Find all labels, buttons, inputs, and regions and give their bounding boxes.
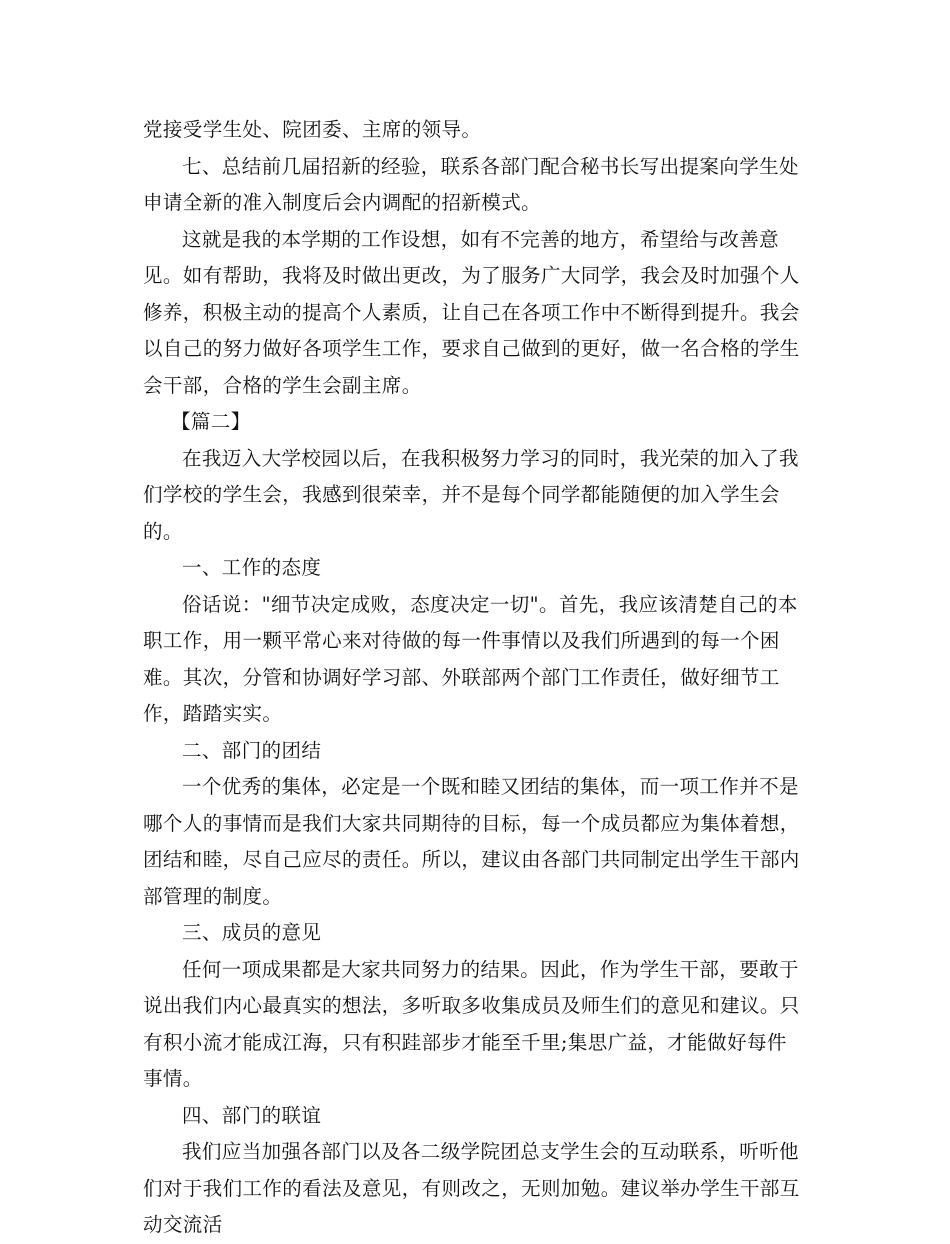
- section-heading-part-two: 【篇二】: [171, 410, 251, 433]
- paragraph-member-opinions: 任何一项成果都是大家共同努力的结果。因此，作为学生干部，要敢于说出我们内心最真实的想法，多听取多收集成员及师生们的意见和建议。只有积小流才能成江海，只有积跬部步才能至千里;集思广益，才能做好每件事情。: [143, 957, 800, 1090]
- subheading-work-attitude: 一、工作的态度: [182, 556, 322, 579]
- paragraph-work-attitude: 俗话说："细节决定成败，态度决定一切"。首先，我应该清楚自己的本职工作，用一颗平常心来对待做的每一件事情以及我们所遇到的每一个困难。其次，分管和协调好学习部、外联部两个部门工作责任，做好细节工作，踏踏实实。: [143, 592, 798, 725]
- paragraph-continuation: 党接受学生处、院团委、主席的领导。: [143, 118, 482, 141]
- paragraph-intro: 在我迈入大学校园以后，在我积极努力学习的同时，我光荣的加入了我们学校的学生会，我感到很荣幸，并不是每个同学都能随便的加入学生会的。: [143, 446, 799, 543]
- paragraph-summary: 这就是我的本学期的工作设想，如有不完善的地方，希望给与改善意见。如有帮助，我将及时做出更改，为了服务广大同学，我会及时加强个人修养，积极主动的提高个人素质，让自己在各项工作中不断得到提升。我会以自己的努力做好各项学生工作，要求自己做到的更好，做一名合格的学生会干部，合格的学生会副主席。: [143, 227, 800, 397]
- subheading-department-unity: 二、部门的团结: [182, 738, 322, 762]
- subheading-member-opinions: 三、成员的意见: [182, 921, 322, 944]
- paragraph-department-unity: 一个优秀的集体，必定是一个既和睦又团结的集体，而一项工作并不是哪个人的事情而是我们大家共同期待的目标，每一个成员都应为集体着想，团结和睦，尽自己应尽的责任。所以，建议由各部门共同制定出学生干部内部管理的制度。: [143, 775, 800, 908]
- document-body: [143, 112, 805, 1244]
- subheading-department-liaison: 四、部门的联谊: [182, 1103, 322, 1127]
- paragraph-item-seven: 七、总结前几届招新的经验，联系各部门配合秘书长写出提案向学生处申请全新的准入制度后会内调配的招新模式。: [143, 154, 799, 214]
- paragraph-department-liaison: 我们应当加强各部门以及各二级学院团总支学生会的互动联系，听听他们对于我们工作的看法及意见，有则改之，无则加勉。建议举办学生干部互动交流活: [143, 1140, 800, 1236]
